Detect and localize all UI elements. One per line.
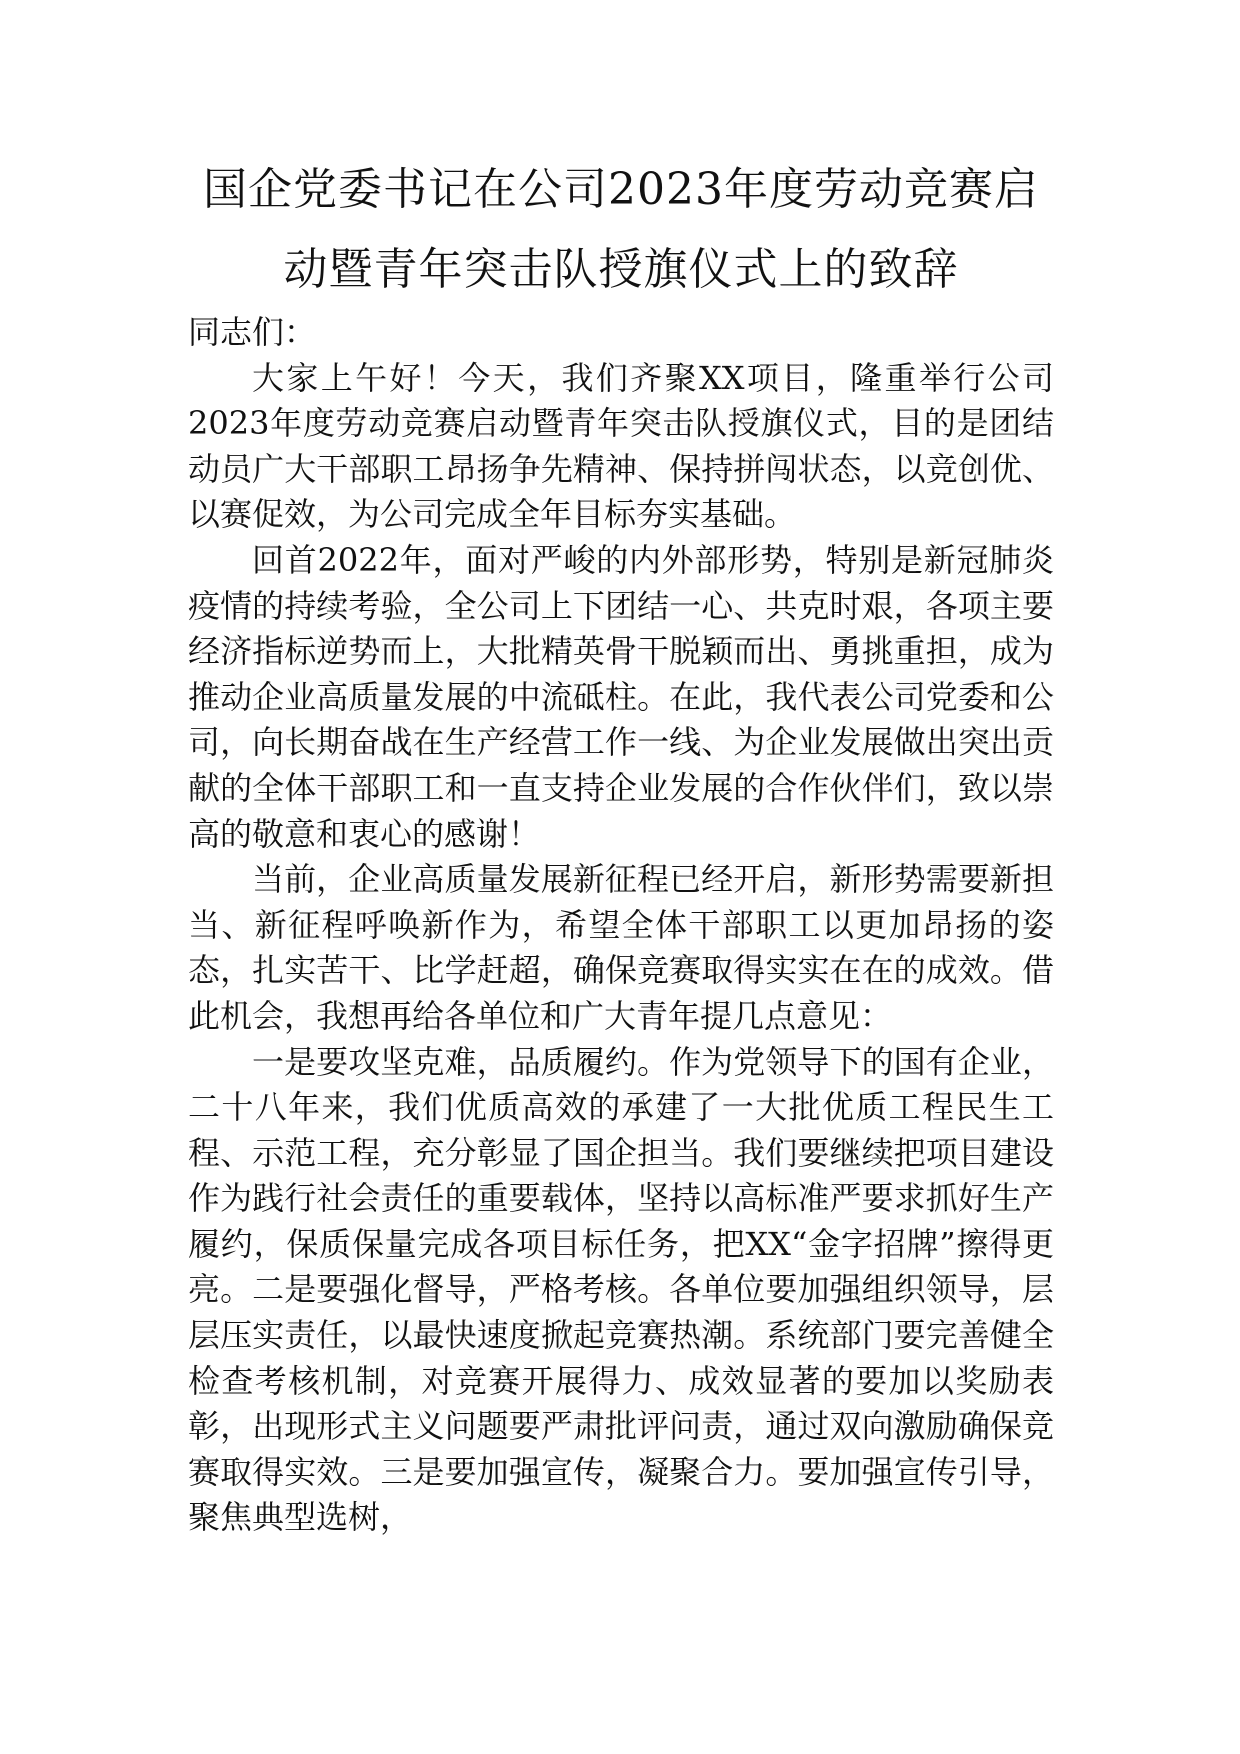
document-page	[188, 150, 1054, 1541]
document-title	[188, 150, 1054, 310]
title-line-2: 动暨青年突击队授旗仪式上的致辞	[283, 244, 959, 295]
paragraph-review-2022: 回首2022年，面对严峻的内外部形势，特别是新冠肺炎疫情的持续考验，全公司上下团结一心、共克时艰，各项主要经济指标逆势而上，大批精英骨干脱颖而出、勇挑重担，成为推动企业高质量发展的中流砥柱。在此，我代表公司党委和公司，向长期奋战在生产经营工作一线、为企业发展做出突出贡献的全体干部职工和一直支持企业发展的合作伙伴们，致以崇高的敬意和衷心的感谢！	[188, 540, 1054, 853]
salutation: 同志们：	[188, 313, 317, 351]
paragraph-greeting: 大家上午好！今天，我们齐聚XX项目，隆重举行公司2023年度劳动竞赛启动暨青年突击队授旗仪式，目的是团结动员广大干部职工昂扬争先精神、保持拼闯状态，以竞创优、以赛促效，为公司完成全年目标夯实基础。	[188, 358, 1054, 534]
paragraph-requirements: 一是要攻坚克难，品质履约。作为党领导下的国有企业，二十八年来，我们优质高效的承建了一大批优质工程民生工程、示范工程，充分彰显了国企担当。我们要继续把项目建设作为践行社会责任的重要载体，坚持以高标准严要求抓好生产履约，保质保量完成各项目标任务，把XX“金字招牌”擦得更亮。二是要强化督导，严格考核。各单位要加强组织领导，层层压实责任，以最快速度掀起竞赛热潮。系统部门要完善健全检查考核机制，对竞赛开展得力、成效显著的要加以奖励表彰，出现形式主义问题要严肃批评问责，通过双向激励确保竞赛取得实效。三是要加强宣传，凝聚合力。要加强宣传引导，聚焦典型选树，	[188, 1042, 1054, 1537]
paragraph-current-situation: 当前，企业高质量发展新征程已经开启，新形势需要新担当、新征程呼唤新作为，希望全体干部职工以更加昂扬的姿态，扎实苦干、比学赶超，确保竞赛取得实实在在的成效。借此机会，我想再给各单位和广大青年提几点意见：	[188, 860, 1054, 1035]
title-line-1: 国企党委书记在公司2023年度劳动竞赛启	[203, 164, 1039, 215]
document-body	[188, 310, 1054, 1541]
